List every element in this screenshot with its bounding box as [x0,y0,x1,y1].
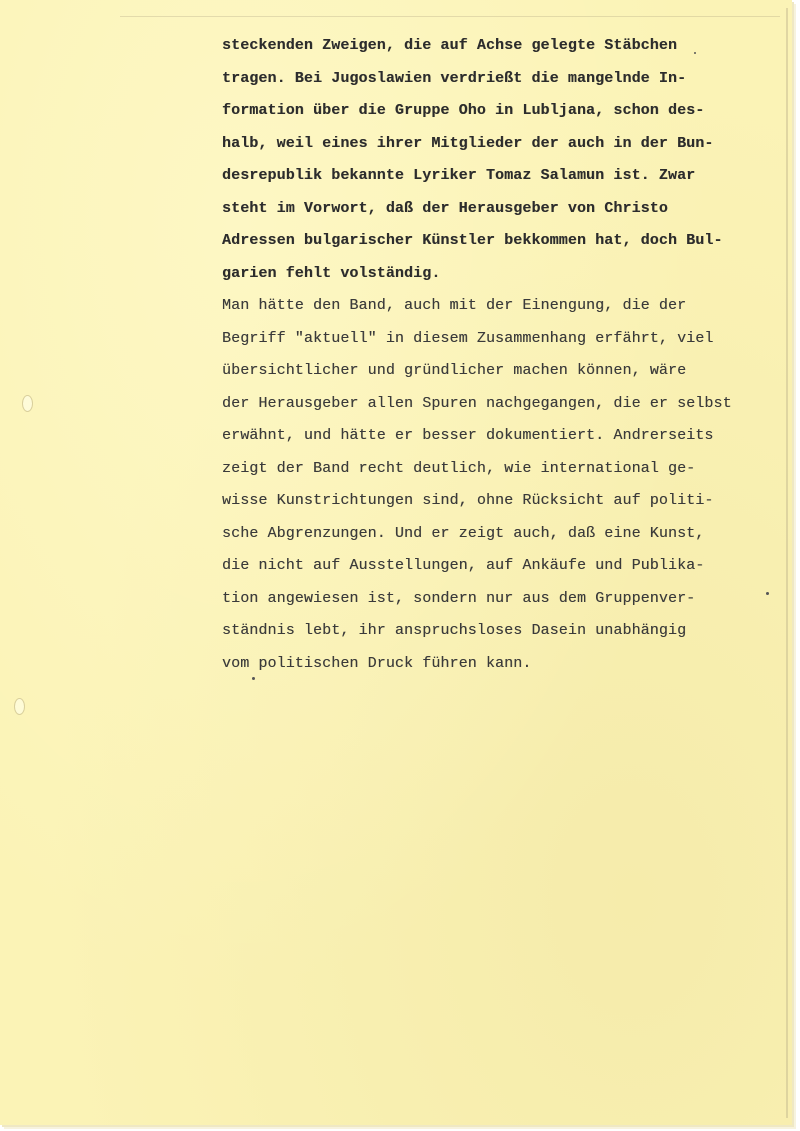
text-line: tragen. Bei Jugoslawien verdrießt die mangelnde In- [222,69,687,87]
ink-dot-mark [694,52,696,54]
text-line: steht im Vorwort, daß der Herausgeber von Christo [222,199,668,217]
text-line: Begriff "aktuell" in diesem Zusammenhang erfährt, viel [222,329,714,347]
punch-hole-icon [14,698,25,715]
ink-dot-mark [766,592,769,595]
text-line: zeigt der Band recht deutlich, wie international ge- [222,459,696,477]
ink-dot-mark [252,677,255,680]
punch-hole-icon [22,395,33,412]
text-line: garien fehlt volständig. [222,264,441,282]
typewritten-text-body [222,30,792,680]
text-line: erwähnt, und hätte er besser dokumentiert. Andrerseits [222,427,714,444]
paper-top-edge [120,16,780,17]
text-line: sche Abgrenzungen. Und er zeigt auch, daß eine Kunst, [222,524,705,542]
text-line: steckenden Zweigen, die auf Achse gelegte Stäbchen [222,37,678,54]
text-line: tion angewiesen ist, sondern nur aus dem Gruppenver- [222,589,696,607]
text-line: wisse Kunstrichtungen sind, ohne Rücksicht auf politi- [222,492,714,509]
text-line: halb, weil eines ihrer Mitglieder der auch in der Bun- [222,134,714,152]
text-line: die nicht auf Ausstellungen, auf Ankäufe und Publika- [222,557,705,574]
text-line: formation über die Gruppe Oho in Lubljana, schon des- [222,102,705,119]
text-line: desrepublik bekannte Lyriker Tomaz Salamun ist. Zwar [222,167,696,184]
text-line: vom politischen Druck führen kann. [222,654,532,672]
text-line: Adressen bulgarischer Künstler bekkommen hat, doch Bul- [222,232,723,249]
text-line: ständnis lebt, ihr anspruchsloses Dasein unabhängig [222,622,687,639]
text-line: übersichtlicher und gründlicher machen können, wäre [222,362,687,379]
text-line: der Herausgeber allen Spuren nachgegangen, die er selbst [222,394,732,412]
text-line: Man hätte den Band, auch mit der Einengung, die der [222,297,687,314]
